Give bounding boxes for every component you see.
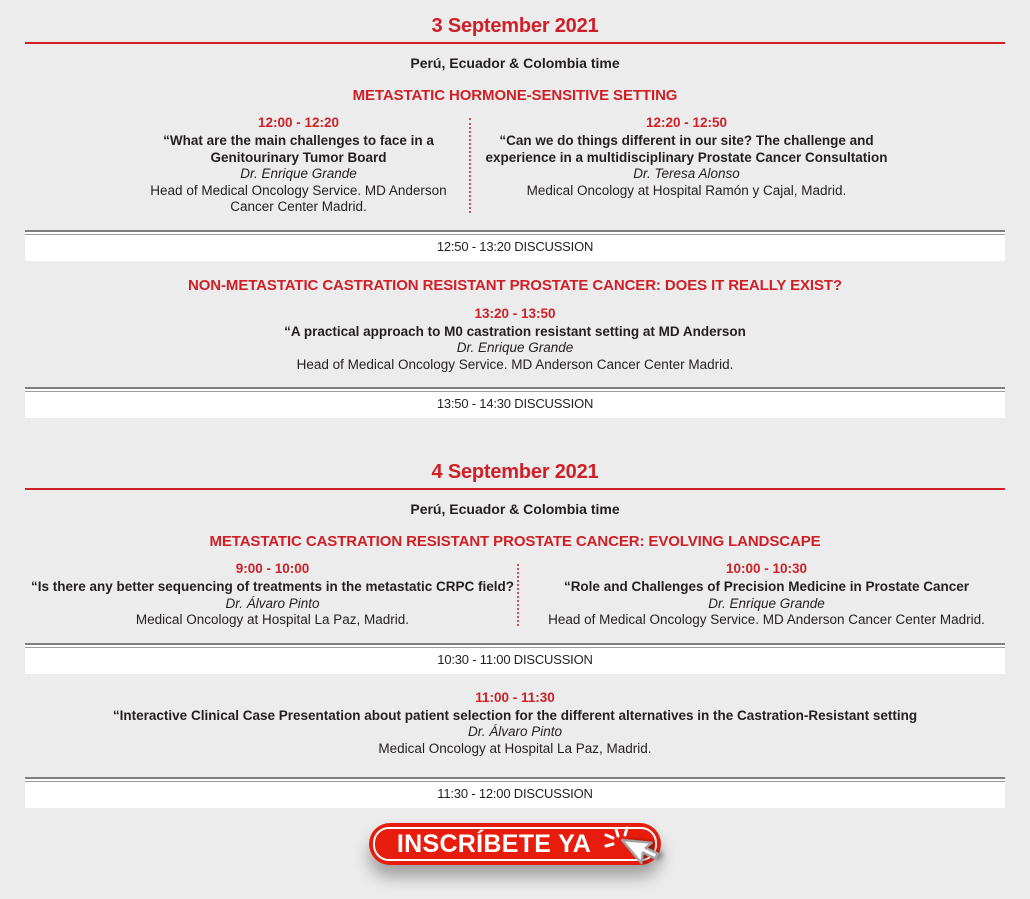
day-2-title: 4 September 2021	[431, 461, 599, 483]
session-card	[0, 561, 517, 629]
day-1-title: 3 September 2021	[431, 15, 599, 37]
session-card	[25, 690, 1005, 758]
session-title: “Role and Challenges of Precision Medicine in Prostate Cancer	[563, 579, 970, 594]
discussion-band	[25, 230, 1005, 261]
day-2-section	[0, 462, 1030, 808]
day-2-timezone: Perú, Ecuador & Colombia time	[410, 501, 620, 517]
red-divider-line	[25, 488, 1005, 490]
session-affiliation: Head of Medical Oncology Service. MD Anderson Cancer Center Madrid.	[296, 356, 734, 372]
session-title: “Is there any better sequencing of treatments in the metastatic CRPC field?	[30, 579, 515, 594]
day-1-track-2-heading: NON-METASTATIC CASTRATION RESISTANT PROSTATE CANCER: DOES IT REALLY EXIST?	[188, 276, 842, 294]
discussion-band	[25, 777, 1005, 808]
discussion-band	[25, 387, 1005, 418]
cta-row	[369, 823, 661, 865]
session-card	[471, 115, 1030, 216]
session-speaker: Dr. Enrique Grande	[456, 340, 574, 355]
session-speaker: Dr. Álvaro Pinto	[225, 595, 320, 611]
session-card	[25, 306, 1005, 374]
mouse-pointer-arrow	[622, 827, 661, 868]
click-cursor-icon	[605, 827, 677, 899]
session-time: 12:00 - 12:20	[257, 115, 340, 130]
discussion-time: 10:30 - 11:00	[437, 651, 511, 667]
session-time: 13:20 - 13:50	[474, 305, 556, 321]
session-time: 12:20 - 12:50	[645, 115, 728, 130]
session-speaker: Dr. Enrique Grande	[240, 166, 357, 181]
session-affiliation: Head of Medical Oncology Service. MD Anderson Cancer Center Madrid.	[150, 182, 447, 214]
session-time: 9:00 - 10:00	[235, 561, 310, 576]
discussion-time: 13:50 - 14:30	[436, 396, 511, 411]
session-affiliation: Medical Oncology at Hospital La Paz, Madrid.	[378, 740, 652, 756]
session-affiliation: Medical Oncology at Hospital La Paz, Madrid.	[135, 612, 410, 627]
discussion-label: DISCUSSION	[513, 786, 593, 801]
discussion-time: 12:50 - 13:20	[436, 238, 511, 254]
session-speaker: Dr. Enrique Grande	[708, 595, 825, 611]
discussion-label: DISCUSSION	[514, 396, 594, 411]
cta-label: INSCRÍBETE YA	[396, 829, 592, 858]
session-title: “A practical approach to M0 castration resistant setting at MD Anderson	[284, 323, 746, 339]
discussion-band-text	[25, 647, 1005, 674]
session-affiliation: Medical Oncology at Hospital Ramón y Cajal, Madrid.	[526, 182, 847, 198]
session-speaker: Dr. Álvaro Pinto	[467, 724, 563, 739]
session-time: 11:00 - 11:30	[475, 689, 555, 705]
day-1-section	[0, 16, 1030, 418]
discussion-label: DISCUSSION	[513, 651, 593, 667]
session-affiliation: Head of Medical Oncology Service. MD Anderson Cancer Center Madrid.	[548, 612, 985, 627]
discussion-band-text	[25, 391, 1005, 418]
day-2-sessions-row	[0, 561, 1030, 629]
session-title: “Interactive Clinical Case Presentation about patient selection for the different alternatives in the Castration-Resistant setting	[112, 707, 918, 723]
session-speaker: Dr. Teresa Alonso	[633, 166, 740, 181]
discussion-band-text	[25, 781, 1005, 808]
session-title: “Can we do things different in our site? The challenge and experience in a multidisciplinary Prostate Cancer Consultation	[485, 133, 888, 165]
session-card	[519, 561, 1030, 629]
day-1-sessions-row	[0, 115, 1030, 216]
day-1-timezone: Perú, Ecuador & Colombia time	[410, 55, 620, 71]
red-divider-line	[25, 42, 1005, 44]
session-title: “What are the main challenges to face in a Genitourinary Tumor Board	[163, 133, 434, 165]
discussion-time: 11:30 - 12:00	[437, 786, 511, 801]
discussion-label: DISCUSSION	[514, 238, 594, 254]
session-time: 10:00 - 10:30	[725, 561, 808, 576]
discussion-band	[25, 643, 1005, 674]
day-1-track-1-heading: METASTATIC HORMONE-SENSITIVE SETTING	[352, 87, 678, 104]
day-2-track-1-heading: METASTATIC CASTRATION RESISTANT PROSTATE CANCER: EVOLVING LANDSCAPE	[209, 533, 821, 550]
discussion-band-text	[25, 234, 1005, 261]
session-card	[0, 115, 469, 216]
